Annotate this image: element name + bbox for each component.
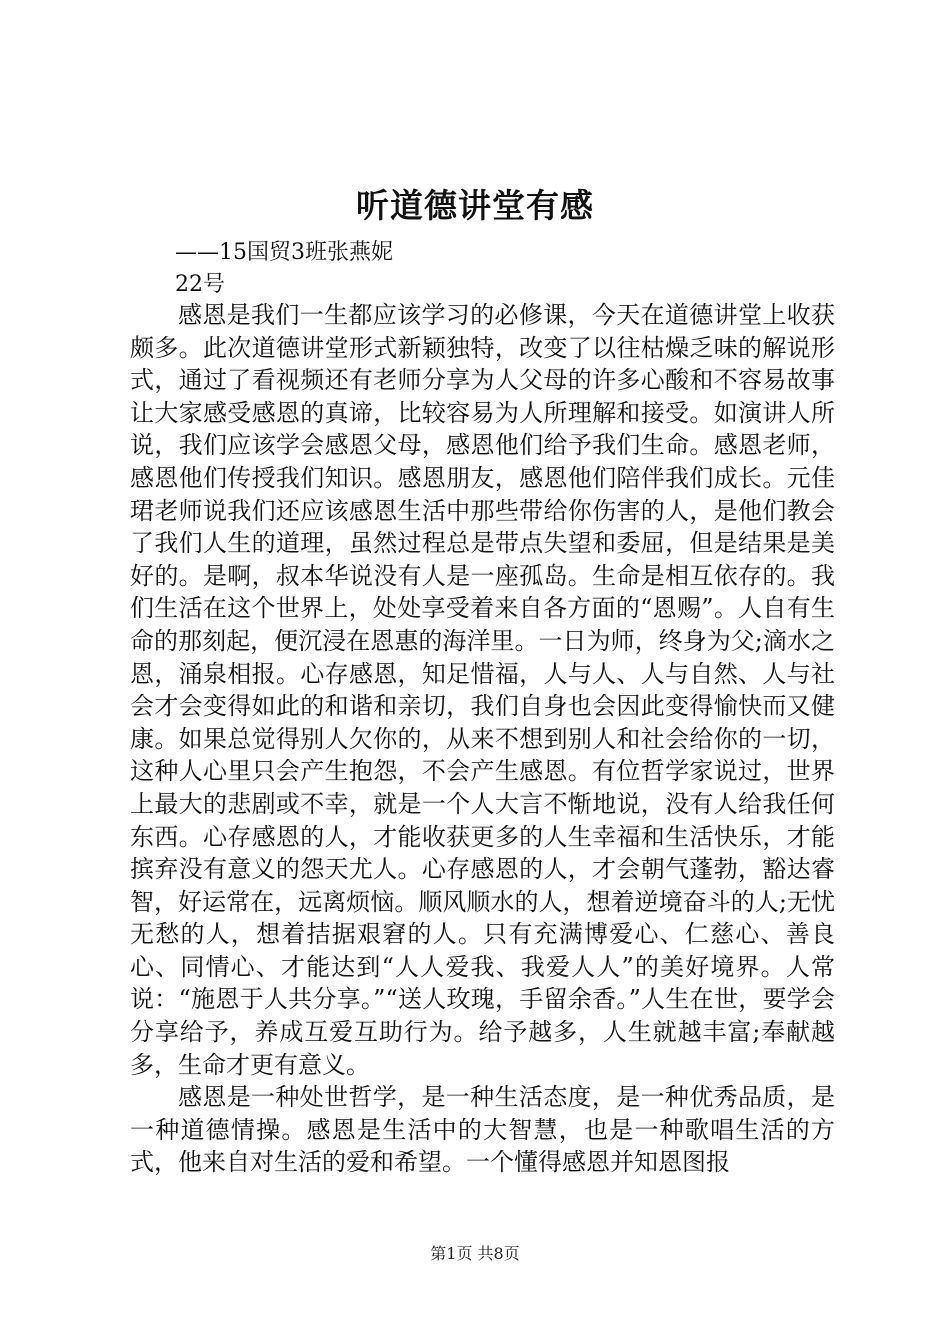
document-body bbox=[130, 299, 835, 1179]
student-number: 22号 bbox=[175, 272, 225, 297]
paragraph: 感恩是一种处世哲学，是一种生活态度，是一种优秀品质，是一种道德情操。感恩是生活中的大智慧，也是一种歌唱生活的方式，他来自对生活的爱和希望。一个懂得感恩并知恩图报 bbox=[130, 1083, 835, 1177]
page-title: 听道德讲堂有感 bbox=[356, 186, 594, 225]
author-line: ——15国贸3班张燕妮 bbox=[175, 240, 393, 265]
page-footer: 第1页 共8页 bbox=[430, 1244, 520, 1263]
paragraph: 感恩是我们一生都应该学习的必修课，今天在道德讲堂上收获颇多。此次道德讲堂形式新颖独特，改变了以往枯燥乏味的解说形式，通过了看视频还有老师分享为人父母的许多心酸和不容易故事让大家感受感恩的真谛，比较容易为人所理解和接受。如演讲人所说，我们应该学会感恩父母，感恩他们给予我们生命。感恩老师，感恩他们传授我们知识。感恩朋友，感恩他们陪伴我们成长。元佳珺老师说我们还应该感恩生活中那些带给你伤害的人，是他们教会了我们人生的道理，虽然过程总是带点失望和委屈，但是结果是美好的。是啊，叔本华说没有人是一座孤岛。生命是相互依存的。我们生活在这个世界上，处处享受着来自各方面的“恩赐”。人自有生命的那刻起，便沉浸在恩惠的海洋里。一日为师，终身为父;滴水之恩，涌泉相报。心存感恩，知足惜福，人与人、人与自然、人与社会才会变得如此的和谐和亲切，我们自身也会因此变得愉快而又健康。如果总觉得别人欠你的，从来不想到别人和社会给你的一切，这种人心里只会产生抱怨，不会产生感恩。有位哲学家说过，世界上最大的悲剧或不幸，就是一个人大言不惭地说，没有人给我任何东西。心存感恩的人，才能收获更多的人生幸福和生活快乐，才能摈弃没有意义的怨天尤人。心存感恩的人，才会朝气蓬勃，豁达睿智，好运常在，远离烦恼。顺风顺水的人，想着逆境奋斗的人;无忧无愁的人，想着拮据艰窘的人。只有充满博爱心、仁慈心、善良心、同情心、才能达到“人人爱我、我爱人人”的美好境界。人常说：“施恩于人共分享。”“送人玫瑰，手留余香。”人生在世，要学会分享给予，养成互爱互助行为。给予越多，人生就越丰富;奉献越多，生命才更有意义。 bbox=[130, 301, 835, 1079]
